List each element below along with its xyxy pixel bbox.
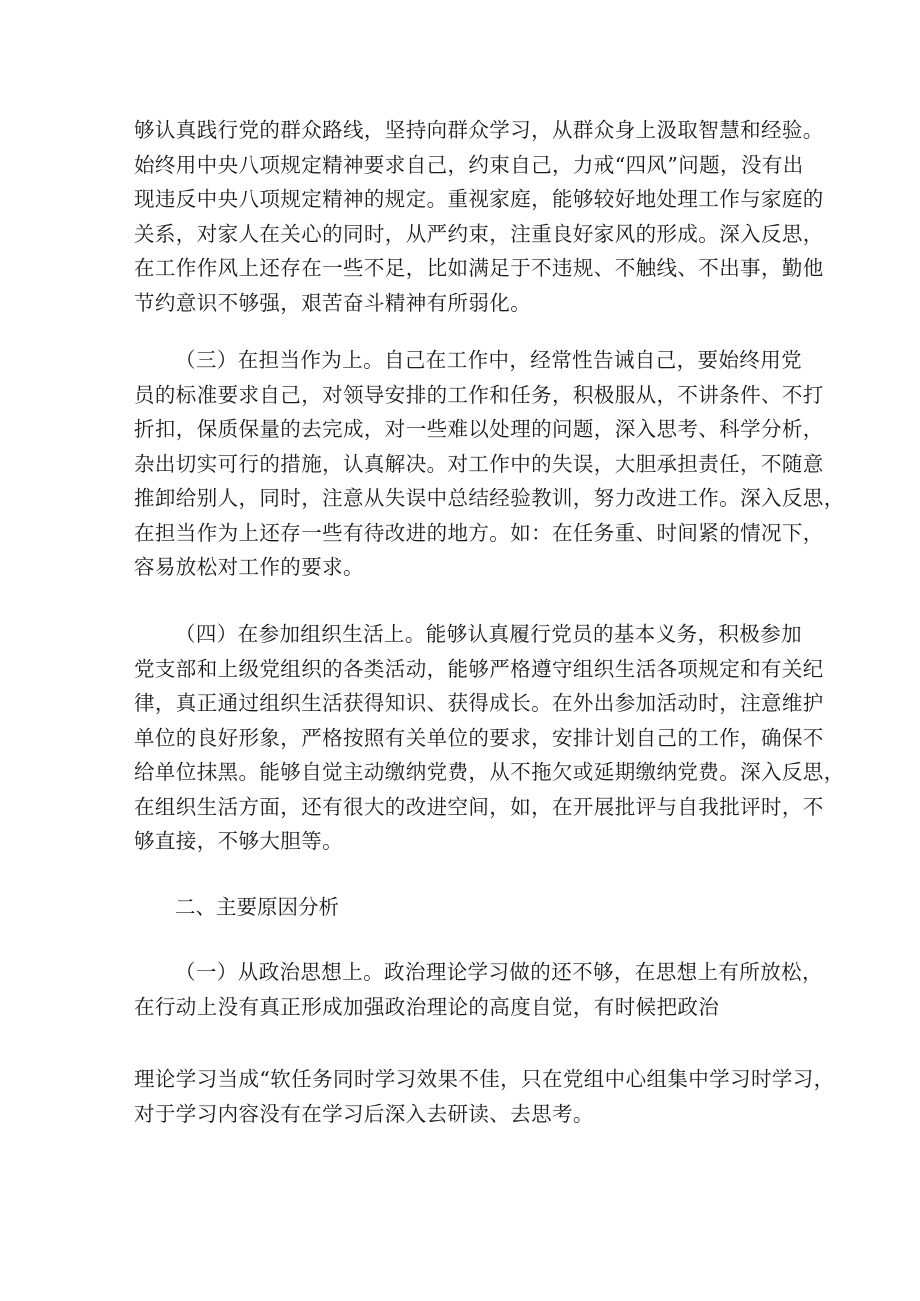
- text-line: （四）在参加组织生活上。能够认真履行党员的基本义务，积极参加: [175, 622, 802, 646]
- text-line: 节约意识不够强，艰苦奋斗精神有所弱化。: [134, 290, 532, 315]
- text-line: 给单位抹黑。能够自觉主动缴纳党费，从不拖欠或延期缴纳党费。深入反思，: [134, 760, 845, 784]
- text-line: 推卸给别人，同时，注意从失误中总结经验教训，努力改进工作。深入反思，: [134, 486, 845, 510]
- paragraph-political-thought: [134, 955, 823, 1024]
- text-line: 在行动上没有真正形成加强政治理论的高度自觉，有时候把政治: [134, 994, 720, 1019]
- text-line: 折扣，保质保量的去完成，对一些难以处理的问题，深入思考、科学分析，: [134, 417, 824, 441]
- text-line: 律，真正通过组织生活获得知识、获得成长。在外出参加活动时，注意维护: [134, 691, 824, 715]
- text-line: （三）在担当作为上。自己在工作中，经常性告诫自己，要始终用党: [175, 348, 802, 372]
- text-line: 在组织生活方面，还有很大的改进空间，如，在开展批评与自我批评时，不: [134, 794, 824, 819]
- text-line: 对于学习内容没有在学习后深入去研读、去思考。: [134, 1101, 594, 1126]
- paragraph-responsibility: [134, 343, 845, 585]
- text-line: 员的标准要求自己，对领导安排的工作和任务，积极服从，不讲条件、不打: [134, 382, 824, 407]
- text-line: 始终用中央八项规定精神要求自己，约束自己，力戒“四风”问题，没有出: [134, 152, 804, 177]
- text-line: 杂出切实可行的措施，认真解决。对工作中的失误，大胆承担责任，不随意: [134, 451, 824, 476]
- paragraph-organization-life: [134, 617, 845, 859]
- text-line: 现违反中央八项规定精神的规定。重视家庭，能够较好地处理工作与家庭的: [134, 187, 824, 211]
- text-line: （一）从政治思想上。政治理论学习做的还不够，在思想上有所放松，: [175, 960, 823, 984]
- text-line: 在工作作风上还存在一些不足，比如满足于不违规、不触线、不出事，勤他: [134, 256, 824, 280]
- text-line: 够直接，不够大胆等。: [134, 829, 343, 853]
- text-line: 党支部和上级党组织的各类活动，能够严格遵守组织生活各项规定和有关纪: [134, 656, 824, 681]
- paragraph-work-style: [134, 113, 824, 320]
- section-heading: 二、主要原因分析: [175, 895, 339, 919]
- text-line: 理论学习当成“软任务同时学习效果不佳，只在党组中心组集中学习时学习，: [134, 1067, 835, 1091]
- text-line: 容易放松对工作的要求。: [134, 555, 364, 579]
- text-line: 够认真践行党的群众路线，坚持向群众学习，从群众身上汲取智慧和经验。: [134, 118, 824, 142]
- text-line: 单位的良好形象，严格按照有关单位的要求，安排计划自己的工作，确保不: [134, 725, 824, 750]
- paragraph-study-continuation: [134, 1062, 835, 1131]
- text-line: 在担当作为上还存一些有待改进的地方。如：在任务重、时间紧的情况下，: [134, 520, 824, 545]
- text-line: 关系，对家人在关心的同时，从严约束，注重良好家风的形成。深入反思，: [134, 221, 824, 246]
